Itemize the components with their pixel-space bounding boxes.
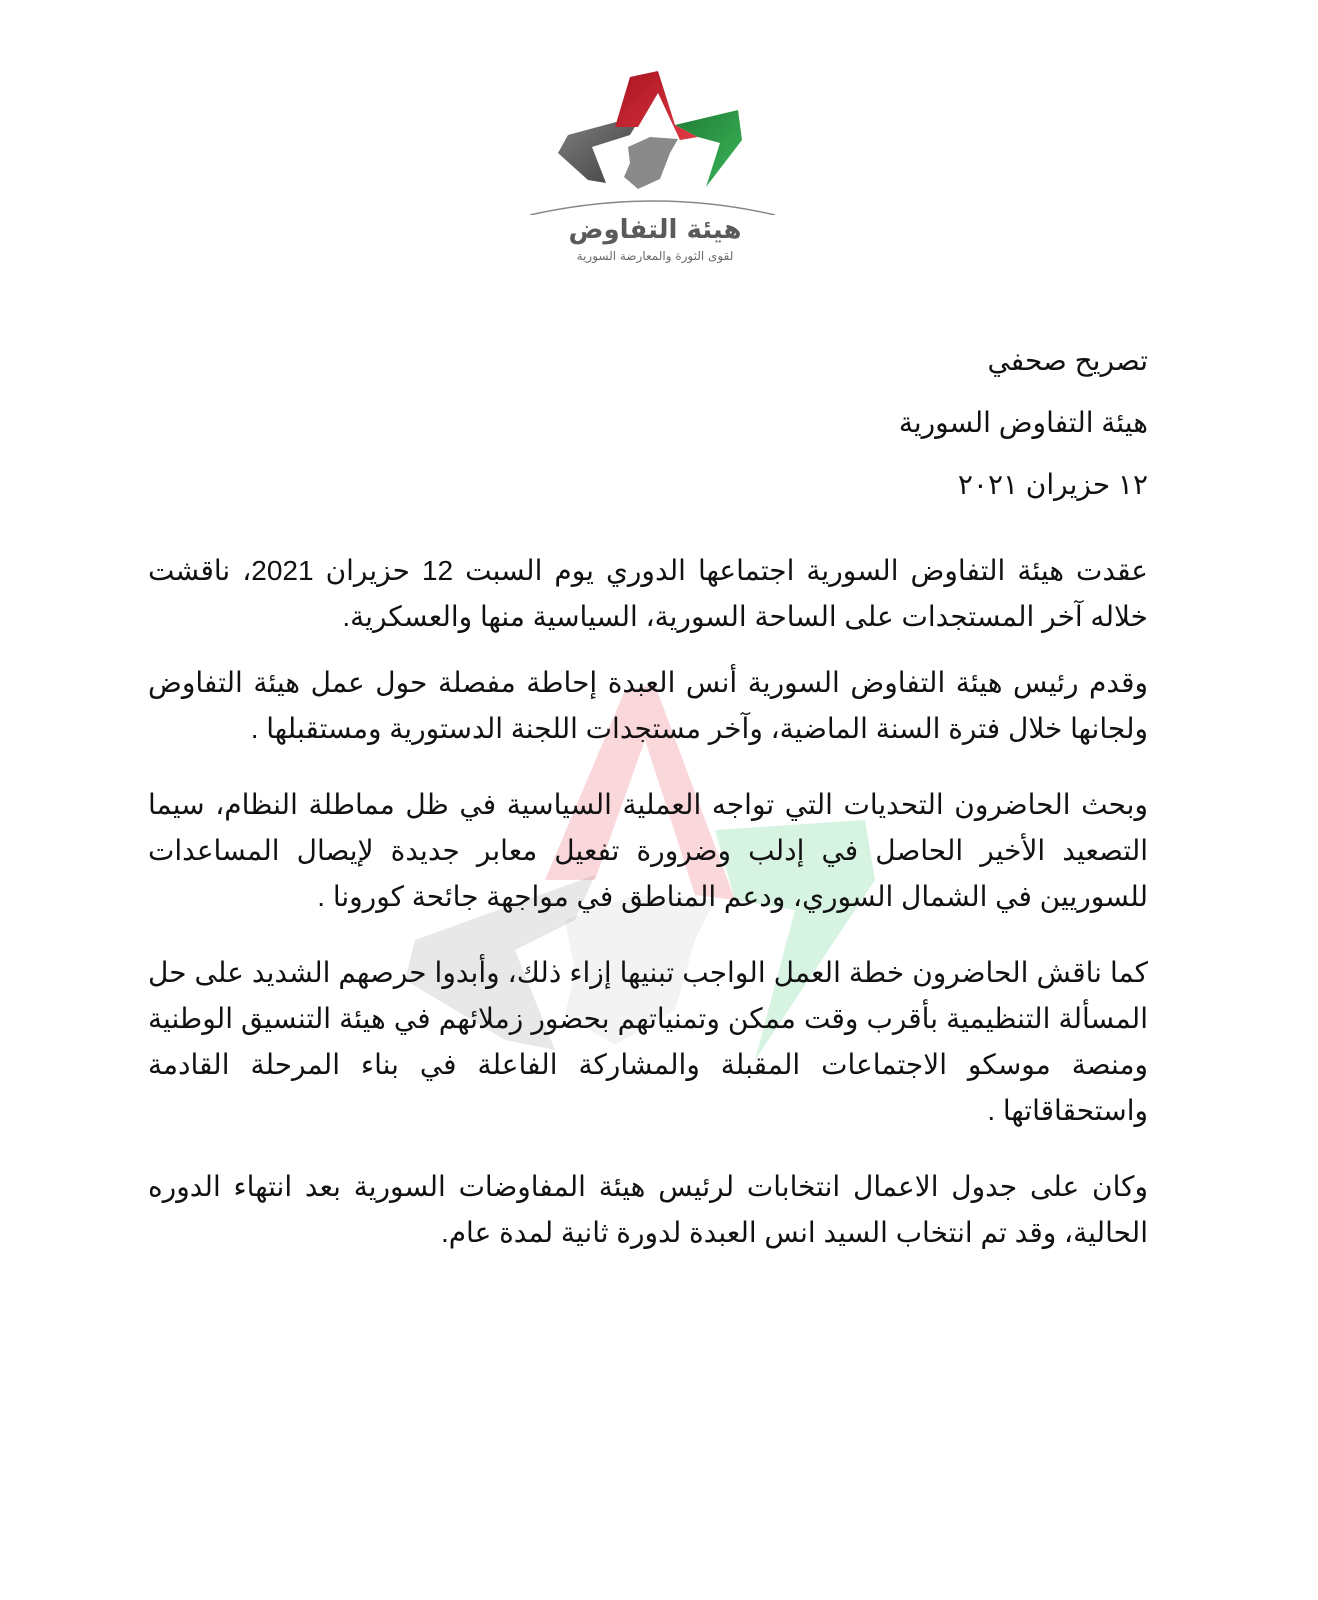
paragraph-action-plan: كما ناقش الحاضرون خطة العمل الواجب تبنيها إزاء ذلك، وأبدوا حرصهم الشديد على حل المسألة التنظيمية بأقرب وقت ممكن وتمنياتهم بحضور زملائهم في هيئة التنسيق الوطنية ومنصة موسكو الاجتماعات المقبلة والمشاركة الفاعلة في بناء المرحلة القادمة واستحقاقاتها .: [148, 957, 1148, 1126]
document-type-heading: تصريح صحفي: [987, 345, 1148, 376]
green-ribbon: [675, 110, 742, 187]
paragraph-challenges: وبحث الحاضرون التحديات التي تواجه العملية السياسية في ظل مماطلة النظام، سيما التصعيد الأخير الحاصل في إدلب وضرورة تفعيل معابر جديدة لإيصال المساعدات للسوريين في الشمال السوري، ودعم المناطق في مواجهة جائحة كورونا .: [148, 789, 1149, 912]
paragraph-meeting: عقدت هيئة التفاوض السورية اجتماعها الدوري يوم السبت 12 حزيران 2021، ناقشت خلاله آخر المستجدات على الساحة السورية، السياسية منها والعسكرية.: [148, 555, 1148, 632]
document-date: ١٢ حزيران ٢٠٢١: [957, 469, 1148, 500]
organization-logo: [510, 55, 800, 280]
press-release-body: [148, 330, 1148, 1256]
star-ribbon-logo-icon: [510, 55, 800, 215]
syria-map: [624, 137, 678, 189]
paragraph-election: وكان على جدول الاعمال انتخابات لرئيس هيئة المفاوضات السورية بعد انتهاء الدوره الحالية، وقد تم انتخاب السيد انس العبدة لدورة ثانية لمدة عام.: [148, 1171, 1148, 1248]
paragraph-briefing: وقدم رئيس هيئة التفاوض السورية أنس العبدة إحاطة مفصلة حول عمل هيئة التفاوض ولجانها خلال فترة السنة الماضية، وآخر مستجدات اللجنة الدستورية ومستقبلها .: [148, 667, 1148, 744]
organization-name: هيئة التفاوض السورية: [898, 407, 1148, 438]
logo-title: هيئة التفاوض: [568, 215, 742, 245]
logo-subtitle: لقوى الثورة والمعارضة السورية: [576, 249, 734, 263]
logo-arc: [530, 201, 775, 215]
